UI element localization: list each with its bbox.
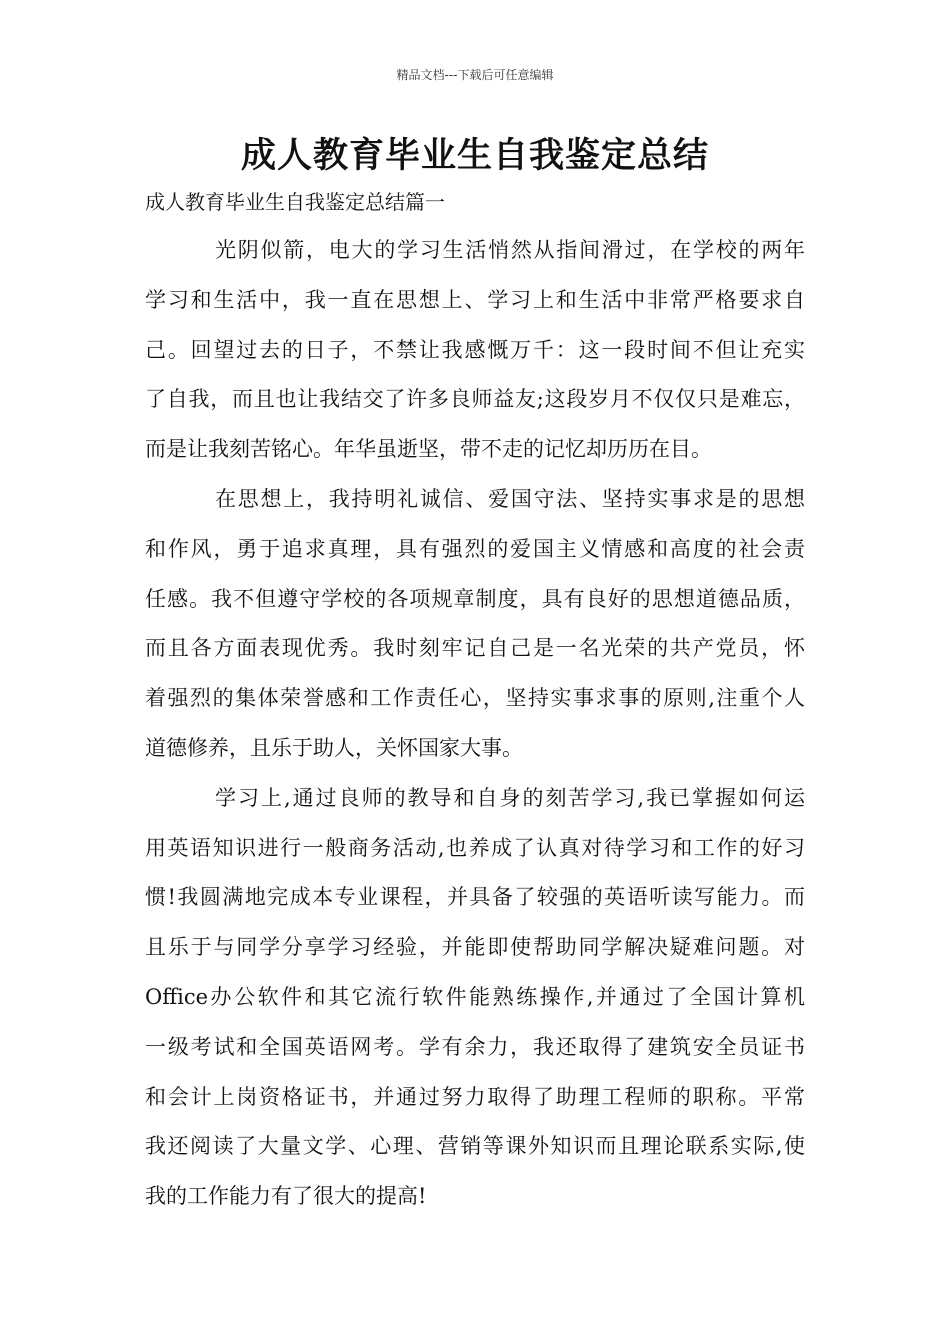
document-subtitle: 成人教育毕业生自我鉴定总结篇一: [145, 190, 445, 214]
body-line: 学习和生活中，我一直在思想上、学习上和生活中非常严格要求自: [145, 287, 805, 312]
body-line: 光阴似箭，电大的学习生活悄然从指间滑过，在学校的两年: [215, 238, 805, 262]
body-line: 着强烈的集体荣誉感和工作责任心，坚持实事求事的原则,注重个人: [145, 686, 805, 711]
body-line: 而是让我刻苦铭心。年华虽逝坚，带不走的记忆却历历在目。: [145, 437, 712, 462]
body-line: 学习上,通过良师的教导和自身的刻苦学习,我已掌握如何运: [215, 785, 805, 810]
body-line: 己。回望过去的日子，不禁让我感慨万千：这一段时间不但让充实: [145, 337, 805, 362]
body-line: 我的工作能力有了很大的提高!: [145, 1184, 427, 1209]
body-line: 道德修养，且乐于助人，关怀国家大事。: [145, 735, 523, 760]
body-line: 了自我，而且也让我结交了许多良师益友;这段岁月不仅仅只是难忘，: [145, 387, 805, 412]
body-line: 和会计上岗资格证书，并通过努力取得了助理工程师的职称。平常: [145, 1084, 805, 1109]
header-note: 精品文档---下载后可任意编辑: [396, 68, 554, 82]
body-line: 且乐于与同学分享学习经验，并能即使帮助同学解决疑难问题。对: [145, 935, 805, 960]
body-line: 我还阅读了大量文学、心理、营销等课外知识而且理论联系实际,使: [145, 1134, 805, 1159]
body-line: 在思想上，我持明礼诚信、爱国守法、坚持实事求是的思想: [215, 486, 805, 511]
body-line: 惯!我圆满地完成本专业课程，并具备了较强的英语听读写能力。而: [145, 885, 805, 910]
document-body: [145, 231, 805, 1227]
document-title: 成人教育毕业生自我鉴定总结: [240, 136, 709, 176]
body-line: Office办公软件和其它流行软件能熟练操作,并通过了全国计算机: [145, 984, 805, 1009]
body-line: 一级考试和全国英语网考。学有余力，我还取得了建筑安全员证书: [145, 1034, 805, 1059]
body-line: 用英语知识进行一般商务活动,也养成了认真对待学习和工作的好习: [145, 835, 805, 860]
body-line: 和作风，勇于追求真理，具有强烈的爱国主义情感和高度的社会责: [145, 536, 805, 561]
body-line: 任感。我不但遵守学校的各项规章制度，具有良好的思想道德品质，: [145, 586, 805, 611]
body-line: 而且各方面表现优秀。我时刻牢记自己是一名光荣的共产党员，怀: [145, 636, 805, 661]
